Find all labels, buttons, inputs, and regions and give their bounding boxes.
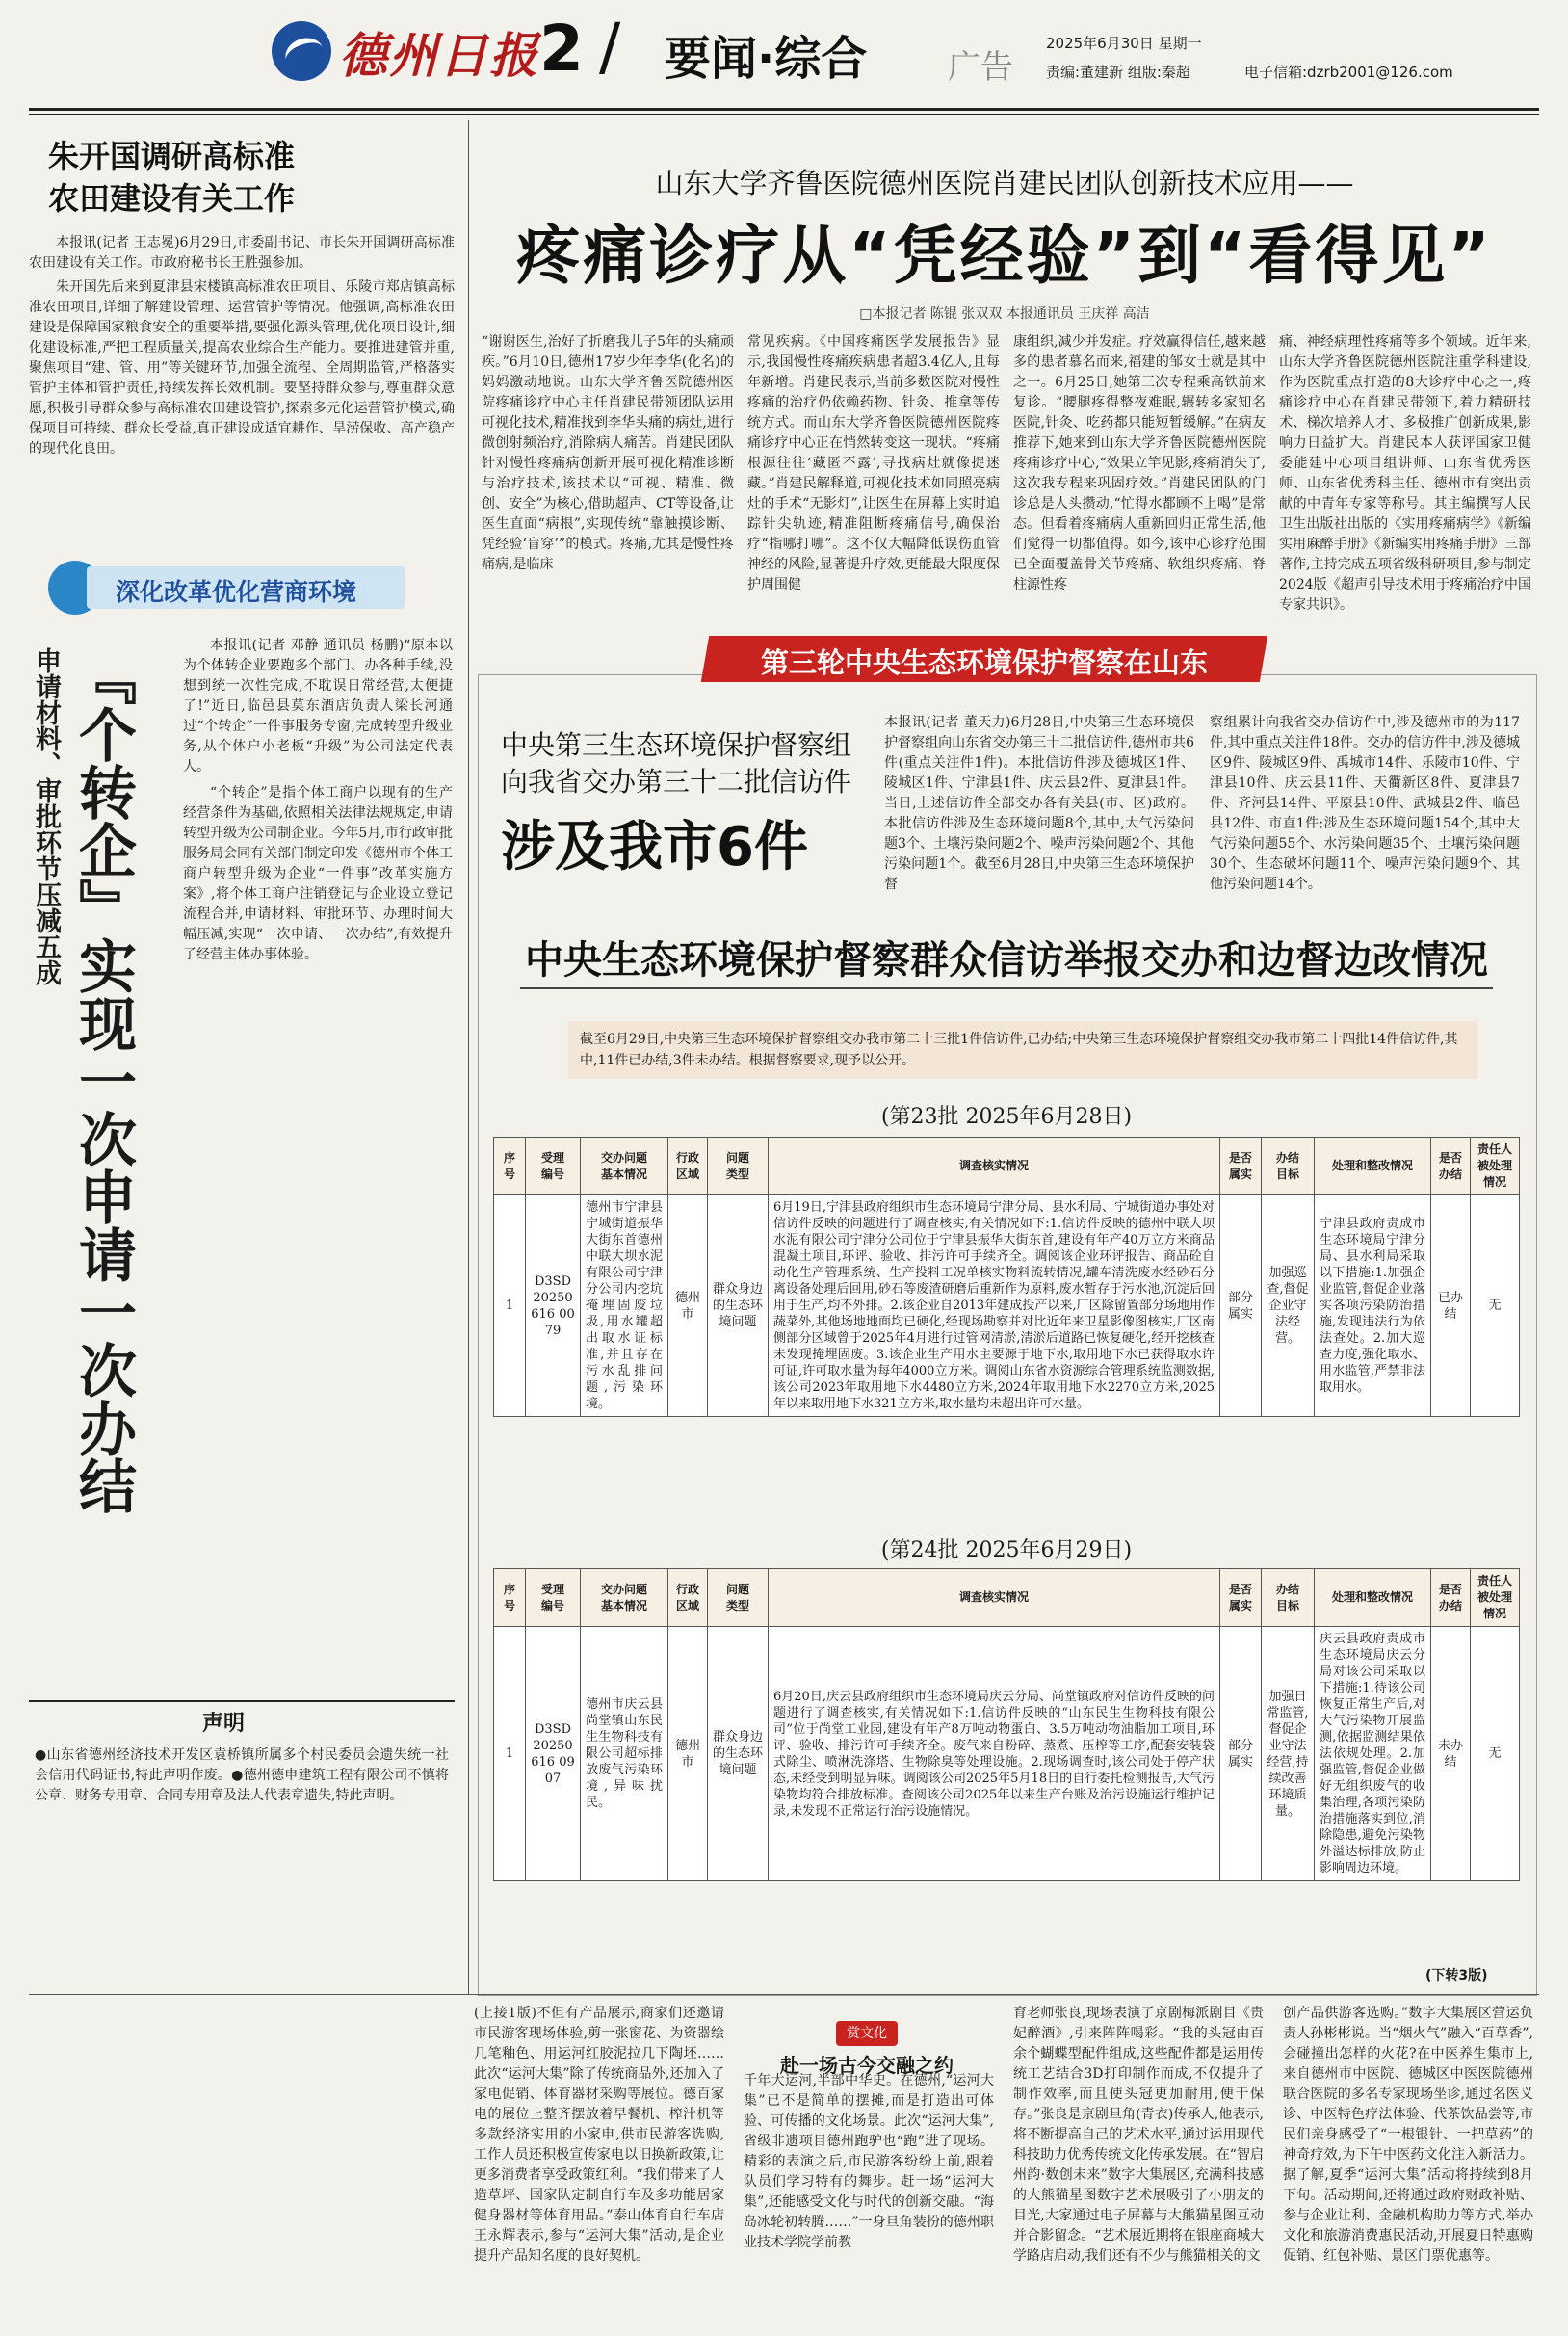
announcement-text: ●山东省德州经济技术开发区袁桥镇所属多个村民委员会遗失统一社会信用代码证书,特此声明作废。●德州德申建筑工程有限公司不慎将公章、财务专用章、合同专用章及法人代表章遗失,特此声明。 bbox=[35, 1747, 449, 1803]
col-header: 序号 bbox=[494, 1569, 526, 1627]
col-header: 是否 办结 bbox=[1431, 1138, 1471, 1195]
petition-rule bbox=[520, 987, 1493, 989]
col-header: 行政 区域 bbox=[668, 1138, 708, 1195]
row-person: 无 bbox=[1471, 1195, 1520, 1417]
row-no: 1 bbox=[494, 1195, 526, 1417]
masthead-rule bbox=[29, 108, 1539, 111]
left-body: 朱开国先后来到夏津县宋楼镇高标准农田项目、乐陵市郑店镇高标准农田项目,详细了解建设管理、运营管护等情况。他强调,高标准农田建设是保障国家粮食安全的重要举措,要强化源头管理,优化项目设计,细化建设标准,严把工程质量关,提高农业综合生产能力。要推进建管并重,聚焦项目“建、管、用”等关键环节,加强全流程、全周期监管,严格落实管护主体和管护责任,持续发挥长效机制。要坚持群众参与,尊重群众意愿,积极引导群众参与高标准农田建设管护,探索多元化运营管护模式,确保项目可持续、群众长受益,真正建设成适宜耕作、旱涝保收、高产稳产的现代化良田。 bbox=[29, 279, 455, 457]
row-done: 未办结 bbox=[1431, 1627, 1471, 1881]
reform-headline: 『个转企』实现一次申请一次办结 bbox=[69, 647, 137, 1514]
petition-table-23 bbox=[493, 1137, 1520, 1417]
reform-banner bbox=[48, 561, 409, 615]
col-header: 是否 属实 bbox=[1220, 1569, 1262, 1627]
feature-col-4: 痛、神经病理性疼痛等多个领域。近年来,山东大学齐鲁医院德州医院注重学科建设,作为医院重点打造的8大诊疗中心之一,疼痛诊疗中心在肖建民带领下,着力精研技术、梯次培养人才、多极推广创新成果,影响力日益扩大。肖建民本人获评国家卫健委能建中心项目组讲师、山东省优秀医师、山东省优秀科主任、德州市有突出贡献的中青年专家等称号。其主编撰写人民卫生出版社出版的《实用疼痛病学》《新编实用麻醉手册》《新编实用疼痛手册》三部著作,主持完成五项省级科研项目,参与制定2024版《超声引导技术用于疼痛治疗中国专家共识》。 bbox=[1279, 334, 1531, 613]
batch-23-label: (第23批 2025年6月28日) bbox=[880, 1105, 1133, 1129]
row-done: 已办结 bbox=[1431, 1195, 1471, 1417]
banner-label: 深化改革优化营商环境 bbox=[116, 578, 357, 606]
left-headline-1: 朱开国调研高标准 bbox=[48, 138, 296, 174]
row-id: D3SD20250616 0079 bbox=[526, 1195, 581, 1417]
continued-note: (下转3版) bbox=[1425, 1968, 1488, 1983]
col-header: 是否 属实 bbox=[1220, 1138, 1262, 1195]
env-big-headline: 涉及我市6件 bbox=[501, 816, 808, 879]
petition-table-24 bbox=[493, 1568, 1520, 1881]
feature-kicker: 山东大学齐鲁医院德州医院肖建民团队创新技术应用—— bbox=[655, 167, 1354, 199]
row-finding: 6月20日,庆云县政府组织市生态环境局庆云分局、尚堂镇政府对信访件反映的问题进行了调查核实,有关情况如下:1.信访件反映的“山东民生生物科技有限公司”位于尚堂工业园,建设有年产8万吨动物蛋白、3.5万吨动物油脂加工项目,环评、验收、排污许可手续齐全。废气来自粉碎、蒸煮、压榨等工序,配套安装袋式除尘、喷淋洗涤塔、生物除臭等处理设施。2.现场调查时,该公司处于停产状态,未经受到明显异味。调阅该公司2025年5月18日的自行委托检测报告,大气污染物均符合排放标准。查阅该公司2025年以来生产台账及治污设施运行维护记录,未发现不正常运行治污设施情况。 bbox=[769, 1627, 1220, 1881]
row-desc: 德州市宁津县宁城街道振华大街东首德州中联大坝水泥有限公司宁津分公司内挖坑掩埋固废垃圾,用水罐超出取水证标准,并且存在污水乱排问题,污染环境。 bbox=[581, 1195, 668, 1417]
culture-headline: 赴一场古今交融之约 bbox=[780, 2054, 954, 2077]
petition-headline: 中央生态环境保护督察群众信访举报交办和边督边改情况 bbox=[525, 938, 1488, 983]
feature-headline: 疼痛诊疗从“凭经验”到“看得见” bbox=[516, 219, 1493, 293]
reform-text: “个转企”是指个体工商户以现有的生产经营条件为基础,依照相关法律法规规定,申请转型升级为公司制企业。今年5月,市行政审批服务局会同有关部门制定印发《德州市个体工商户转型升级为企业“一件事”改革实施方案》,将个体工商户注销登记与企业设立登记流程合并,申请材料、审批环节、办理时间大幅压减,实现“一次申请、一次办结”,有效提升了经营主体办事体验。 bbox=[183, 785, 453, 962]
left-headline-2: 农田建设有关工作 bbox=[48, 180, 296, 217]
col-header: 调查核实情况 bbox=[769, 1138, 1220, 1195]
feature-col-2: 常见疾病。《中国疼痛医学发展报告》显示,我国慢性疼痛疾病患者超3.4亿人,且每年新增。肖建民表示,当前多数医院对慢性疼痛的治疗仍依赖药物、针灸、推拿等传统方式。而山东大学齐鲁医院德州医院疼痛诊疗中心正在悄然转变这一现状。“疼痛根源往往‘藏匿不露’,寻找病灶就像捉迷藏。”肖建民解释道,可视化技术如同照亮病灶的手术“无影灯”,让医生在屏幕上实时追踪针尖轨迹,精准阻断疼痛信号,确保治疗“指哪打哪”。这不仅大幅降低误伤血管神经的风险,显著提升疗效,更能最大限度保护周围健 bbox=[747, 334, 1000, 592]
reform-body bbox=[183, 636, 453, 965]
col-header: 序号 bbox=[494, 1138, 526, 1195]
culture-tag: 赏文化 bbox=[836, 2021, 898, 2046]
col-header: 调查核实情况 bbox=[769, 1569, 1220, 1627]
feature-col-3: 康组织,减少并发症。疗效赢得信任,越来越多的患者慕名而来,福建的邹女士就是其中之一。6月25日,她第三次专程乘高铁前来复诊。“腰腿疼得整夜难眠,辗转多家知名医院,针灸、吃药都只能短暂缓解。”在病友推荐下,她来到山东大学齐鲁医院德州医院疼痛诊疗中心,“效果立竿见影,疼痛消失了,这次我专程来巩固疗效。”肖建民团队的门诊总是人头攒动,“忙得水都顾不上喝”是常态。但看着疼痛病人重新回归正常生活,他们觉得一切都值得。如今,该中心诊疗范围已全面覆盖骨关节疼痛、软组织疼痛、脊柱源性疼 bbox=[1013, 334, 1266, 592]
col-header: 行政 区域 bbox=[668, 1569, 708, 1627]
env-col-1: 本报讯(记者 董天力)6月28日,中央第三生态环境保护督察组向山东省交办第三十二批信访件,德州市共6件(重点关注件1件)。本批信访件涉及德城区1件、陵城区1件、宁津县1件、庆云县2件、夏津县1件。当日,上述信访件全部交办各有关县(市、区)政府。本批信访件涉及生态环境问题8个,其中,大气污染问题3个、土壤污染问题2个、噪声污染问题2个、其他污染问题1个。截至6月28日,中央第三生态环境保护督 bbox=[884, 715, 1194, 892]
bottom-col-2: 千年大运河,半部中华史。在德州,“运河大集”已不是简单的摆摊,而是打造出可体验、可传播的文化场景。此次“运河大集”,省级非遗项目德州跑驴也“跑”进了现场。精彩的表演之后,市民游客纷纷上前,跟着队员们学习特有的舞步。赶一场“运河大集”,还能感受文化与时代的创新交融。“海岛冰轮初转腾……”一身旦角装扮的德州职业技术学院学前教 bbox=[744, 2073, 994, 2250]
col-header: 交办问题 基本情况 bbox=[581, 1569, 668, 1627]
row-true: 部分属实 bbox=[1220, 1195, 1262, 1417]
reform-sub-headline: 申请材料、审批环节压减五成 bbox=[31, 647, 61, 985]
feature-col-1: “谢谢医生,治好了折磨我儿子5年的头痛顽疾。”6月10日,德州17岁少年李华(化名)的妈妈激动地说。山东大学齐鲁医院德州医院疼痛诊疗中心主任肖建民带领团队运用可视化技术,精准找到李华头痛的病灶,进行微创射频治疗,消除病人痛苦。肖建民团队针对慢性疼痛病创新开展可视化精准诊断与治疗技术,该技术以“可视、精准、微创、安全”为核心,借助超声、CT等设备,让医生直面“病根”,实现传统“靠触摸诊断、凭经验‘盲穿’”的模式。疼痛,尤其是慢性疼痛病,是临床 bbox=[482, 334, 734, 572]
col-header: 办结 目标 bbox=[1262, 1569, 1315, 1627]
col-header: 问题 类型 bbox=[708, 1138, 769, 1195]
feature-columns bbox=[482, 332, 1531, 616]
row-target: 加强日常监管,督促企业守法经营,持续改善环境质量。 bbox=[1262, 1627, 1315, 1881]
col-header: 责任人 被处理 情况 bbox=[1471, 1138, 1520, 1195]
row-type: 群众身边的生态环境问题 bbox=[708, 1627, 769, 1881]
col-header: 受理 编号 bbox=[526, 1138, 581, 1195]
row-region: 德州市 bbox=[668, 1195, 708, 1417]
row-desc: 德州市庆云县尚堂镇山东民生生物科技有限公司超标排放废气污染环境,异味扰民。 bbox=[581, 1627, 668, 1881]
table-row bbox=[494, 1627, 1520, 1881]
announcement-title: 声明 bbox=[202, 1712, 246, 1736]
batch-24-label: (第24批 2025年6月29日) bbox=[880, 1538, 1133, 1562]
bottom-col-3: 育老师张良,现场表演了京剧梅派剧目《贵妃醉酒》,引来阵阵喝彩。“我的头冠由百余个蝴蝶型配件组成,这些配件都是运用传统工艺结合3D打印制作而成,不仅提升了制作效率,而且使头冠更加耐用,便于保存。”张良是京剧旦角(青衣)传承人,他表示,将不断提高自己的艺术水平,通过运用现代科技助力优秀传统文化传承发展。在“智启州韵·数创未来”数字大集展区,充满科技感的大熊猫星图数字艺术展吸引了小朋友的目光,大家通过电子屏幕与大熊猫星图互动并合影留念。“艺术展近期将在银座商城大学路店启动,我们还有不少与熊猫相关的文 bbox=[1013, 2006, 1264, 2264]
col-header: 处理和整改情况 bbox=[1315, 1138, 1431, 1195]
row-type: 群众身边的生态环境问题 bbox=[708, 1195, 769, 1417]
col-header: 处理和整改情况 bbox=[1315, 1569, 1431, 1627]
paper-name: 德州日报 bbox=[339, 27, 539, 84]
section-title: 要闻·综合 bbox=[665, 32, 868, 86]
col-header: 责任人 被处理 情况 bbox=[1471, 1569, 1520, 1627]
col-header: 办结 目标 bbox=[1262, 1138, 1315, 1195]
page-number: 2 bbox=[539, 12, 584, 86]
row-finding: 6月19日,宁津县政府组织市生态环境局宁津分局、县水利局、宁城街道办事处对信访件反映的问题进行了调查核实,有关情况如下:1.信访件反映的德州中联大坝水泥有限公司宁津分公司位于宁津县振华大街东首,建设有年产40万立方米商品混凝土项目,环评、验收、排污许可手续齐全。调阅该企业环评报告、商品砼自动化生产管理系统、生产投料工况单核实物料流转情况,罐车清洗废水经砂石分离设备处理后回用,砂石等废渣研磨后重新作为原料,废水暂存于污水池,沉淀后回用于生产,均不外排。2.该企业自2013年建成投产以来,厂区除留置部分场地用作蔬菜外,其他场地地面均已硬化,经现场勘察并对比近年来卫星影像图核实,厂区南侧部分区域曾于2025年4月进行过管网清淤,清淤后道路已恢复硬化,经开挖核查未发现掩埋固废。3.该企业生产用水主要源于地下水,取用地下水已获得取水许可证,许可取水量为每年4000立方米。调阅山东省水资源综合管理系统监测数据,该公司2023年取用地下水4480立方米,2024年取用地下水2270立方米,2025年以来取用地下水321立方米,取水量均未超出许可水量。 bbox=[769, 1195, 1220, 1417]
row-id: D3SD20250616 0907 bbox=[526, 1627, 581, 1881]
row-true: 部分属实 bbox=[1220, 1627, 1262, 1881]
env-sub-headline: 中央第三生态环境保护督察组向我省交办第三十二批信访件 bbox=[501, 729, 852, 798]
editors-credit: 责编:董建新 组版:秦超 bbox=[1046, 64, 1190, 81]
row-region: 德州市 bbox=[668, 1627, 708, 1881]
bottom-col-4: 创产品供游客选购。”数字大集展区营运负责人孙彬彬说。当“烟火气”融入“百草香”,会碰撞出怎样的火花?在中医养生集市上,来自德州市中医院、德城区中医医院德州联合医院的多名专家现场坐诊,通过名医义诊、中医特色疗法体验、代茶饮品尝等,市民们亲身感受了“一根银针、一把草药”的神奇疗效,为下午中医药文化注入新活力。据了解,夏季“运河大集”活动将持续到8月下旬。活动期间,还将通过政府财政补贴、参与企业让利、金融机构助力等方式,举办文化和旅游消费惠民活动,开展夏日特惠购促销、红包补贴、景区门票优惠等。 bbox=[1283, 2006, 1533, 2264]
bottom-columns bbox=[474, 2004, 1533, 2267]
row-no: 1 bbox=[494, 1627, 526, 1881]
editor-email: 电子信箱:dzrb2001@126.com bbox=[1244, 64, 1453, 81]
row-handle: 宁津县政府责成市生态环境局宁津分局、县水利局采取以下措施:1.加强企业监管,督促企业落实各项污染防治措施,发现违法行为依法查处。2.加大巡查力度,强化取水、用水监管,严禁非法取用水。 bbox=[1315, 1195, 1431, 1417]
page-slash: / bbox=[599, 10, 621, 84]
reform-lead: 本报讯(记者 邓静 通讯员 杨鹏)“原本以为个体转企业要跑多个部门、办各种手续,没想到统一次性完成,不耽误日常经营,太便捷了!”近日,临邑县莫东酒店负责人梁长河通过“个转企”一件事服务专窗,完成转型升级业务,从个体户小老板“升级”为公司法定代表人。 bbox=[183, 638, 453, 774]
col-header: 受理 编号 bbox=[526, 1569, 581, 1627]
issue-date: 2025年6月30日 星期一 bbox=[1046, 35, 1202, 52]
newspaper-logo-icon bbox=[272, 21, 331, 81]
env-col-2: 察组累计向我省交办信访件中,涉及德州市的为117件,其中重点关注件18件。交办的信访件中,涉及德城区9件、陵城区9件、禹城市14件、乐陵市10件、宁津县10件、庆云县11件、天衢新区8件、夏津县7件、齐河县14件、平原县10件、武城县2件、临邑县12件、市直1件;涉及生态环境问题154个,其中大气污染问题55个、水污染问题35个、土壤污染问题30个、生态破坏问题11个、噪声污染问题9个、其他污染问题14个。 bbox=[1210, 715, 1520, 892]
ad-label: 广告 bbox=[948, 48, 1013, 87]
bottom-divider bbox=[29, 1994, 1539, 1995]
col-header: 交办问题 基本情况 bbox=[581, 1138, 668, 1195]
table-row bbox=[494, 1195, 1520, 1417]
petition-lead: 截至6月29日,中央第三生态环境保护督察组交办我市第二十三批1件信访件,已办结;中央第三生态环境保护督察组交办我市第二十四批14件信访件,其中,11件已办结,3件未办结。根据督察要求,现予以公开。 bbox=[568, 1021, 1477, 1079]
col-header: 问题 类型 bbox=[708, 1569, 769, 1627]
left-lead: 本报讯(记者 王志冕)6月29日,市委副书记、市长朱开国调研高标准农田建设有关工作。市政府秘书长王胜强参加。 bbox=[29, 235, 455, 271]
announcement-box bbox=[29, 1700, 455, 1991]
masthead-rule-thin bbox=[29, 114, 1539, 115]
bottom-col-1: (上接1版)不但有产品展示,商家们还邀请市民游客现场体验,剪一张窗花、为资器绘几笔釉色、用运河红胶泥拉几下陶坯……此次“运河大集”除了传统商品外,还加入了家电促销、体育器材采购等展位。德百家电的展位上整齐摆放着早餐机、榨汁机等多款经济实用的小家电,供市民游客选购,工作人员还积极宣传家电以旧换新政策,让更多消费者享受政策红利。“我们带来了人造草坪、国家队定制自行车及多功能居家健身器材等体育用品。”泰山体育自行车店王永辉表示,参与“运河大集”活动,是企业提升产品知名度的良好契机。 bbox=[474, 2006, 724, 2264]
env-band-title: 第三轮中央生态环境保护督察在山东 bbox=[760, 646, 1208, 679]
col-header: 是否 办结 bbox=[1431, 1569, 1471, 1627]
env-columns bbox=[884, 713, 1520, 895]
row-target: 加强巡查,督促企业守法经营。 bbox=[1262, 1195, 1315, 1417]
feature-byline: □本报记者 陈锟 张双双 本报通讯员 王庆祥 高洁 bbox=[859, 306, 1150, 322]
column-divider bbox=[468, 120, 469, 1994]
row-handle: 庆云县政府责成市生态环境局庆云分局对该公司采取以下措施:1.待该公司恢复正常生产后,对大气污染物开展监测,依据监测结果依法依规处理。2.加强监管,督促企业做好无组织废气的收集治理,各项污染防治措施落实到位,消除隐患,避免污染物外溢达标排放,防止影响周边环境。 bbox=[1315, 1627, 1431, 1881]
row-person: 无 bbox=[1471, 1627, 1520, 1881]
left-story bbox=[29, 135, 455, 459]
